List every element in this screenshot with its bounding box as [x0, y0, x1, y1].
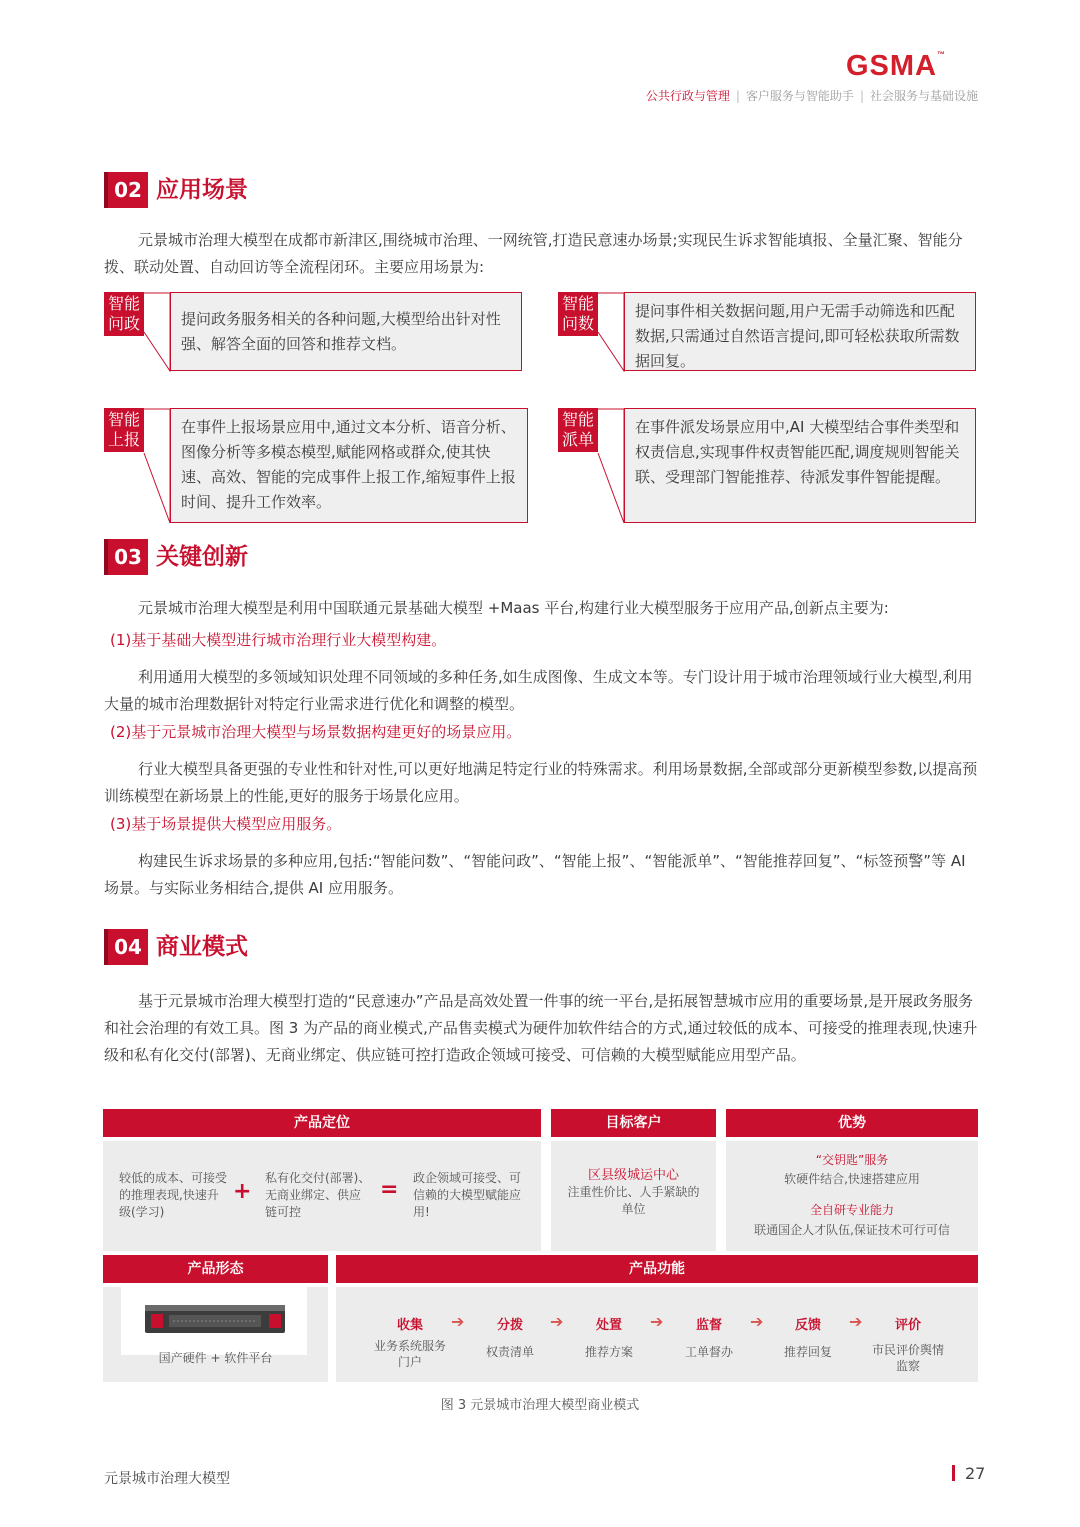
functions-panel [336, 1287, 978, 1382]
flow-step-collect: 收集 [396, 1318, 423, 1333]
page-number-text: 27 [965, 1464, 986, 1483]
section-number: 04 [104, 929, 148, 965]
flow-desc-dispatch: 权责清单 [485, 1345, 534, 1359]
scenario-tag-dispatch: 智能派单 [558, 408, 598, 452]
sec02-intro: 元景城市治理大模型在成都市新津区,围绕城市治理、一网统管,打造民意速办场景;实现民生诉求智能填报、全量汇聚、智能分拨、联动处置、自动回访等全流程闭环。主要应用场景为: [104, 231, 963, 276]
form-header: 产品形态 [103, 1255, 328, 1283]
innovation-2-title: (2)基于元景城市治理大模型与场景数据构建更好的场景应用。 [110, 723, 522, 741]
customers-panel [551, 1141, 716, 1251]
advantages-header: 优势 [726, 1109, 978, 1137]
gsma-logo: GSMA™ [846, 50, 946, 82]
scenario-tag-ask-gov: 智能问政 [104, 292, 144, 336]
flow-desc-supervise: 工单督办 [684, 1345, 733, 1359]
flow-desc-feedback: 推荐回复 [783, 1345, 832, 1359]
flow-step-dispatch: 分拨 [496, 1318, 523, 1333]
flow-step-supervise: 监督 [695, 1318, 722, 1333]
section-number: 02 [104, 172, 148, 208]
nav-item-public-admin[interactable]: 公共行政与管理 [645, 89, 730, 103]
server-icon [121, 1287, 307, 1355]
positioning-header: 产品定位 [103, 1109, 541, 1137]
page-number-bar [952, 1465, 955, 1481]
positioning-result: 政企领域可接受、可信赖的大模型赋能应用! [413, 1171, 522, 1219]
functions-header: 产品功能 [336, 1255, 978, 1283]
section-title: 应用场景 [156, 177, 248, 203]
flow-step-feedback: 反馈 [794, 1318, 821, 1333]
scenario-card-dispatch: 在事件派发场景应用中,AI 大模型结合事件类型和权责信息,实现事件权责智能匹配,调度规则智能关联、受理部门智能推荐、待派发事件智能提醒。 [624, 408, 976, 523]
innovation-1-title: (1)基于基础大模型进行城市治理行业大模型构建。 [110, 631, 447, 649]
advantage-1-title: “交钥匙”服务 [815, 1153, 889, 1167]
equals-icon: = [380, 1177, 399, 1202]
section-title: 商业模式 [156, 934, 248, 960]
advantage-2-title: 全自研专业能力 [809, 1203, 894, 1217]
advantage-1-text: 软硬件结合,快速搭建应用 [784, 1172, 920, 1186]
scenario-tag-ask-data: 智能问数 [558, 292, 598, 336]
advantages-panel [726, 1141, 978, 1251]
flow-desc-handle: 推荐方案 [584, 1345, 633, 1359]
section-title: 关键创新 [156, 544, 248, 570]
customers-title: 区县级城运中心 [587, 1168, 679, 1183]
arrow-right-icon: ➔ [451, 1312, 465, 1331]
scenario-card-ask-gov: 提问政务服务相关的各种问题,大模型给出针对性强、解答全面的回答和推荐文档。 [170, 292, 522, 371]
plus-icon: + [233, 1179, 252, 1204]
header-nav: 公共行政与管理 | 客户服务与智能助手 | 社会服务与基础设施 [645, 89, 978, 103]
scenario-card-ask-data: 提问事件相关数据问题,用户无需手动筛选和匹配数据,只需通过自然语言提问,即可轻松获取所需数据回复。 [624, 292, 976, 371]
scenario-card-report: 在事件上报场景应用中,通过文本分析、语音分析、图像分析等多模态模型,赋能网格或群众,使其快速、高效、智能的完成事件上报工作,缩短事件上报时间、提升工作效率。 [170, 408, 528, 523]
positioning-cost: 较低的成本、可接受的推理表现,快速升级(学习) [119, 1171, 228, 1219]
arrow-right-icon: ➔ [849, 1312, 863, 1331]
flow-desc-evaluate: 市民评价舆情监察 [871, 1343, 944, 1373]
positioning-delivery: 私有化交付(部署)、无商业绑定、供应链可控 [265, 1171, 371, 1219]
positioning-panel [103, 1141, 541, 1251]
arrow-right-icon: ➔ [750, 1312, 764, 1331]
innovation-2-text: 行业大模型具备更强的专业性和针对性,可以更好地满足特定行业的特殊需求。利用场景数据,全部或部分更新模型参数,以提高预训练模型在新场景上的性能,更好的服务于场景化应用。 [104, 760, 978, 805]
nav-item-social-services[interactable]: 社会服务与基础设施 [869, 89, 978, 103]
page-number [952, 1464, 985, 1483]
sec03-intro: 元景城市治理大模型是利用中国联通元景基础大模型 +Maas 平台,构建行业大模型服务于应用产品,创新点主要为: [138, 599, 889, 617]
footer-title: 元景城市治理大模型 [104, 1471, 230, 1487]
innovation-3-title: (3)基于场景提供大模型应用服务。 [110, 815, 342, 833]
form-panel [103, 1287, 328, 1382]
customers-header: 目标客户 [551, 1109, 716, 1137]
advantage-2-text: 联通国企人才队伍,保证技术可行可信 [754, 1223, 950, 1237]
server-image [121, 1287, 307, 1355]
sec04-intro: 基于元景城市治理大模型打造的“民意速办”产品是高效处置一件事的统一平台,是拓展智慧城市应用的重要场景,是开展政务服务和社会治理的有效工具。图 3 为产品的商业模式,产品售卖模式为硬件加软件结合的方式,通过较低的成本、可接受的推理表现,快速升级和私有化交付(部署)、无商业绑定、供应链可控打造政企领域可接受、可信赖的大模型赋能应用型产品。 [104, 992, 978, 1064]
scenario-tag-report: 智能上报 [104, 408, 144, 452]
innovation-1-text: 利用通用大模型的多领域知识处理不同领域的多种任务,如生成图像、生成文本等。专门设计用于城市治理领域行业大模型,利用大量的城市治理数据针对特定行业需求进行优化和调整的模型。 [104, 668, 973, 713]
nav-item-customer-service[interactable]: 客户服务与智能助手 [745, 89, 854, 103]
flow-desc-collect: 业务系统服务门户 [373, 1339, 446, 1369]
customers-text: 注重性价比、人手紧缺的单位 [567, 1185, 700, 1216]
flow-step-handle: 处置 [595, 1318, 622, 1333]
arrow-right-icon: ➔ [550, 1312, 564, 1331]
arrow-right-icon: ➔ [650, 1312, 664, 1331]
form-label: 国产硬件 + 软件平台 [158, 1351, 273, 1365]
section-number: 03 [104, 539, 148, 575]
innovation-3-text: 构建民生诉求场景的多种应用,包括:“智能问数”、“智能问政”、“智能上报”、“智能派单”、“智能推荐回复”、“标签预警”等 AI 场景。与实际业务相结合,提供 AI 应用服务。 [104, 852, 966, 897]
figure-caption: 图 3 元景城市治理大模型商业模式 [440, 1398, 640, 1413]
flow-step-evaluate: 评价 [894, 1318, 921, 1333]
